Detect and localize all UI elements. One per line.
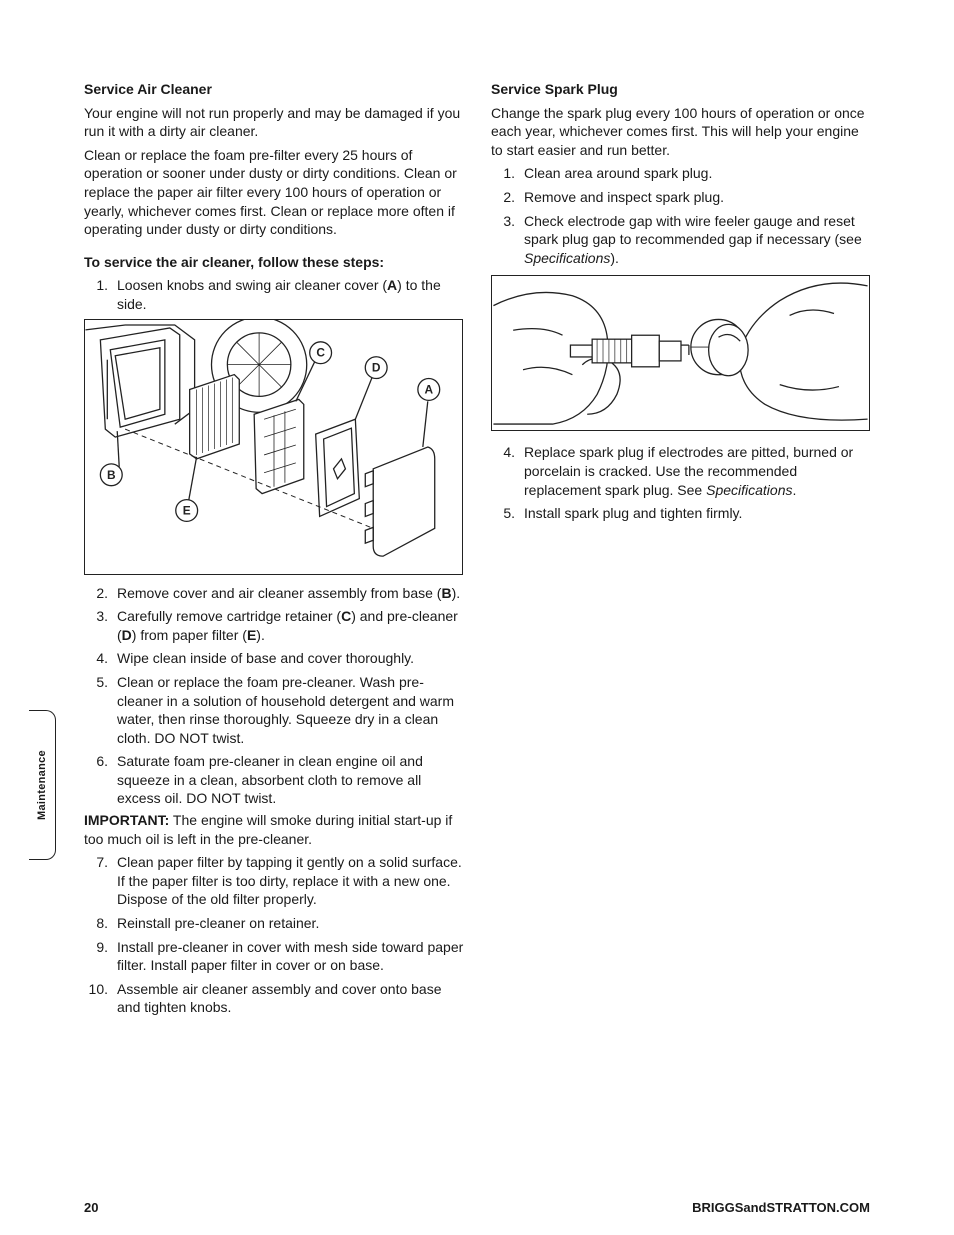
step-10: 10. Assemble air cleaner assembly and cover onto base and tighten knobs. xyxy=(88,980,442,1016)
air-cleaner-steps-c xyxy=(84,853,464,1017)
spark-step-2: 2. Remove and inspect spark plug. xyxy=(503,188,724,205)
air-cleaner-steps-b xyxy=(84,584,464,809)
page-number: 20 xyxy=(84,1200,99,1215)
label-c: C xyxy=(316,345,325,360)
right-hand xyxy=(740,283,868,420)
spark-step-1: 1. Clean area around spark plug. xyxy=(503,165,713,182)
spark-plug-steps-a xyxy=(491,164,871,267)
left-column xyxy=(84,80,464,1022)
step-7: 7. Clean paper filter by tapping it gently on a solid surface. If the paper filter is too dirty, replace it with a new one. Dispose of the old filter properly. xyxy=(96,854,462,908)
label-d: D xyxy=(371,360,381,375)
right-column xyxy=(491,80,871,528)
side-tab-label: Maintenance xyxy=(36,750,48,820)
step-5: 5. Clean or replace the foam pre-cleaner. Wash pre-cleaner in a solution of household detergent and warm water, then rinse thoroughly. Squeeze dry in a clean cloth. DO NOT twist. xyxy=(96,673,454,746)
steps-heading: To service the air cleaner, follow these steps: xyxy=(84,253,385,270)
air-cleaner-intro-1: Your engine will not run properly and may be damaged if you run it with a dirty air cleaner. xyxy=(84,104,461,140)
step-2: 2. Remove cover and air cleaner assembly from base (B). xyxy=(96,584,461,601)
step-4: 4. Wipe clean inside of base and cover thoroughly. xyxy=(96,650,415,667)
spark-step-3: 3. Check electrode gap with wire feeler gauge and reset spark plug gap to recommended gap if necessary (see Specifications). xyxy=(503,212,862,266)
spark-step-5: 5. Install spark plug and tighten firmly. xyxy=(503,505,743,522)
spark-plug-figure xyxy=(491,275,870,431)
step-9: 9. Install pre-cleaner in cover with mesh side toward paper filter. Install paper filter in cover or on base. xyxy=(96,938,464,974)
spark-plug-heading: Service Spark Plug xyxy=(491,81,618,97)
air-cleaner-illustration xyxy=(85,320,462,574)
air-cleaner-figure xyxy=(84,319,463,575)
spark-plug-steps-b xyxy=(491,443,871,522)
label-a: A xyxy=(424,381,434,396)
spark-plug-illustration xyxy=(492,276,869,430)
air-cleaner-heading: Service Air Cleaner xyxy=(84,81,212,97)
label-b: B xyxy=(106,467,116,482)
step-3: 3. Carefully remove cartridge retainer (C) and pre-cleaner (D) from paper filter (E). xyxy=(96,608,458,643)
important-note: IMPORTANT: The engine will smoke during initial start-up if too much oil is left in the pre-cleaner. xyxy=(84,812,453,847)
left-hand xyxy=(493,293,608,425)
air-cleaner-intro-2: Clean or replace the foam pre-filter every 25 hours of operation or sooner under dusty or dirty conditions. Clean or replace the paper air filter every 100 hours of operation or yearly, whichever comes first. Clean or replace more often if operating under dusty or dirty conditions. xyxy=(84,146,457,238)
spark-step-4: 4. Replace spark plug if electrodes are pitted, burned or porcelain is cracked. Use the recommended replacement spark plug. See Specifications. xyxy=(503,444,854,498)
step-1: 1. Loosen knobs and swing air cleaner cover (A) to the side. xyxy=(96,277,441,312)
air-cleaner-cover xyxy=(373,447,435,556)
cartridge-retainer xyxy=(254,399,304,493)
label-e: E xyxy=(182,503,191,517)
air-cleaner-steps-a xyxy=(84,276,464,313)
step-6: 6. Saturate foam pre-cleaner in clean engine oil and squeeze in a clean, absorbent cloth to remove all excess oil. DO NOT twist. xyxy=(96,753,423,807)
spark-plug-intro: Change the spark plug every 100 hours of operation or once each year, whichever comes first. This will help your engine to start easier and run better. xyxy=(491,104,865,158)
maintenance-side-tab xyxy=(29,710,56,860)
step-8: 8. Reinstall pre-cleaner on retainer. xyxy=(96,915,320,932)
footer-website: BRIGGSandSTRATTON.COM xyxy=(692,1200,870,1215)
